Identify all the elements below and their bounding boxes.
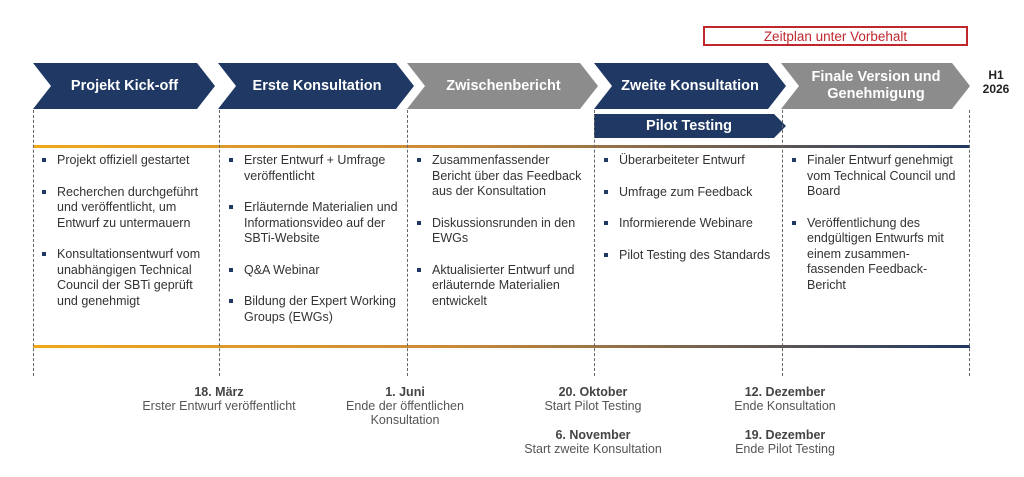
- list-item: Überarbeiteter Entwurf: [597, 153, 777, 169]
- phase-label-5: Finale Version und Genehmigung: [811, 69, 941, 102]
- phase-label-4: Zweite Konsultation: [621, 77, 759, 94]
- divider-line-2: [219, 110, 220, 376]
- milestone-desc: Ende Konsultation: [734, 399, 836, 413]
- milestone-3: [503, 385, 683, 413]
- divider-line-4: [594, 110, 595, 376]
- divider-line-3: [407, 110, 408, 376]
- pilot-label: Pilot Testing: [646, 117, 732, 134]
- milestone-4: [503, 428, 683, 456]
- milestone-date: 1. Juni: [385, 385, 425, 399]
- divider-line-1: [33, 110, 34, 376]
- phase-label-3: Zwischenbericht: [446, 77, 561, 94]
- milestone-6: [695, 428, 875, 456]
- milestone-5: [695, 385, 875, 413]
- column-4: [597, 153, 777, 279]
- list-item: Konsultationsentwurf vom unabhängigen Technical Council der SBTi geprüft und genehmigt: [35, 247, 213, 309]
- list-item: Zusammenfassender Bericht über das Feedback aus der Konsultation: [410, 153, 588, 200]
- list-item: Umfrage zum Feedback: [597, 185, 777, 201]
- milestone-date: 6. November: [555, 428, 631, 442]
- list-item: Projekt offiziell gestartet: [35, 153, 213, 169]
- list-item: Aktualisierter Entwurf und erläuternde Materialien entwickelt: [410, 263, 588, 310]
- divider-line-5: [782, 110, 783, 376]
- milestone-date: 12. Dezember: [744, 385, 826, 399]
- milestone-desc: Ende Pilot Testing: [735, 442, 835, 456]
- list-item: Pilot Testing des Standards: [597, 248, 777, 264]
- milestone-desc: Start Pilot Testing: [544, 399, 642, 413]
- milestone-desc: Ende der öffentlichen Konsultation: [346, 399, 464, 427]
- end-marker-line2: 2026: [982, 82, 1010, 96]
- list-item: Erläuternde Materialien und Informationsvideo auf der SBTi-Website: [222, 200, 402, 247]
- bottom-divider-bar: [33, 345, 970, 348]
- column-1: [35, 153, 213, 325]
- milestone-desc: Erster Entwurf veröffentlicht: [142, 399, 296, 413]
- milestone-2: [315, 385, 495, 427]
- list-item: Q&A Webinar: [222, 263, 402, 279]
- top-divider-bar: [33, 145, 970, 148]
- list-item: Diskussionsrunden in den EWGs: [410, 216, 588, 247]
- milestone-date: 19. Dezember: [744, 428, 826, 442]
- end-marker-line1: H1: [988, 68, 1004, 82]
- column-2: [222, 153, 402, 341]
- phase-label-2: Erste Konsultation: [252, 77, 382, 94]
- list-item: Recherchen durchgeführt und veröffentlicht, um Entwurf zu untermauern: [35, 185, 213, 232]
- phase-label-1: Projekt Kick-off: [70, 77, 179, 94]
- column-3: [410, 153, 588, 325]
- milestone-1: [129, 385, 309, 413]
- list-item: Finaler Entwurf genehmigt vom Technical Council und Board: [785, 153, 965, 200]
- milestone-date: 18. März: [194, 385, 244, 399]
- list-item: Veröffentlichung des endgültigen Entwurfs mit einem zusammen-fassenden Feedback-Bericht: [785, 216, 965, 294]
- milestone-desc: Start zweite Konsultation: [524, 442, 662, 456]
- column-5: [785, 153, 965, 309]
- list-item: Bildung der Expert Working Groups (EWGs): [222, 294, 402, 325]
- divider-line-6: [969, 110, 970, 376]
- milestone-date: 20. Oktober: [558, 385, 628, 399]
- list-item: Informierende Webinare: [597, 216, 777, 232]
- disclaimer-box: Zeitplan unter Vorbehalt: [703, 26, 968, 46]
- list-item: Erster Entwurf + Umfrage veröffentlicht: [222, 153, 402, 184]
